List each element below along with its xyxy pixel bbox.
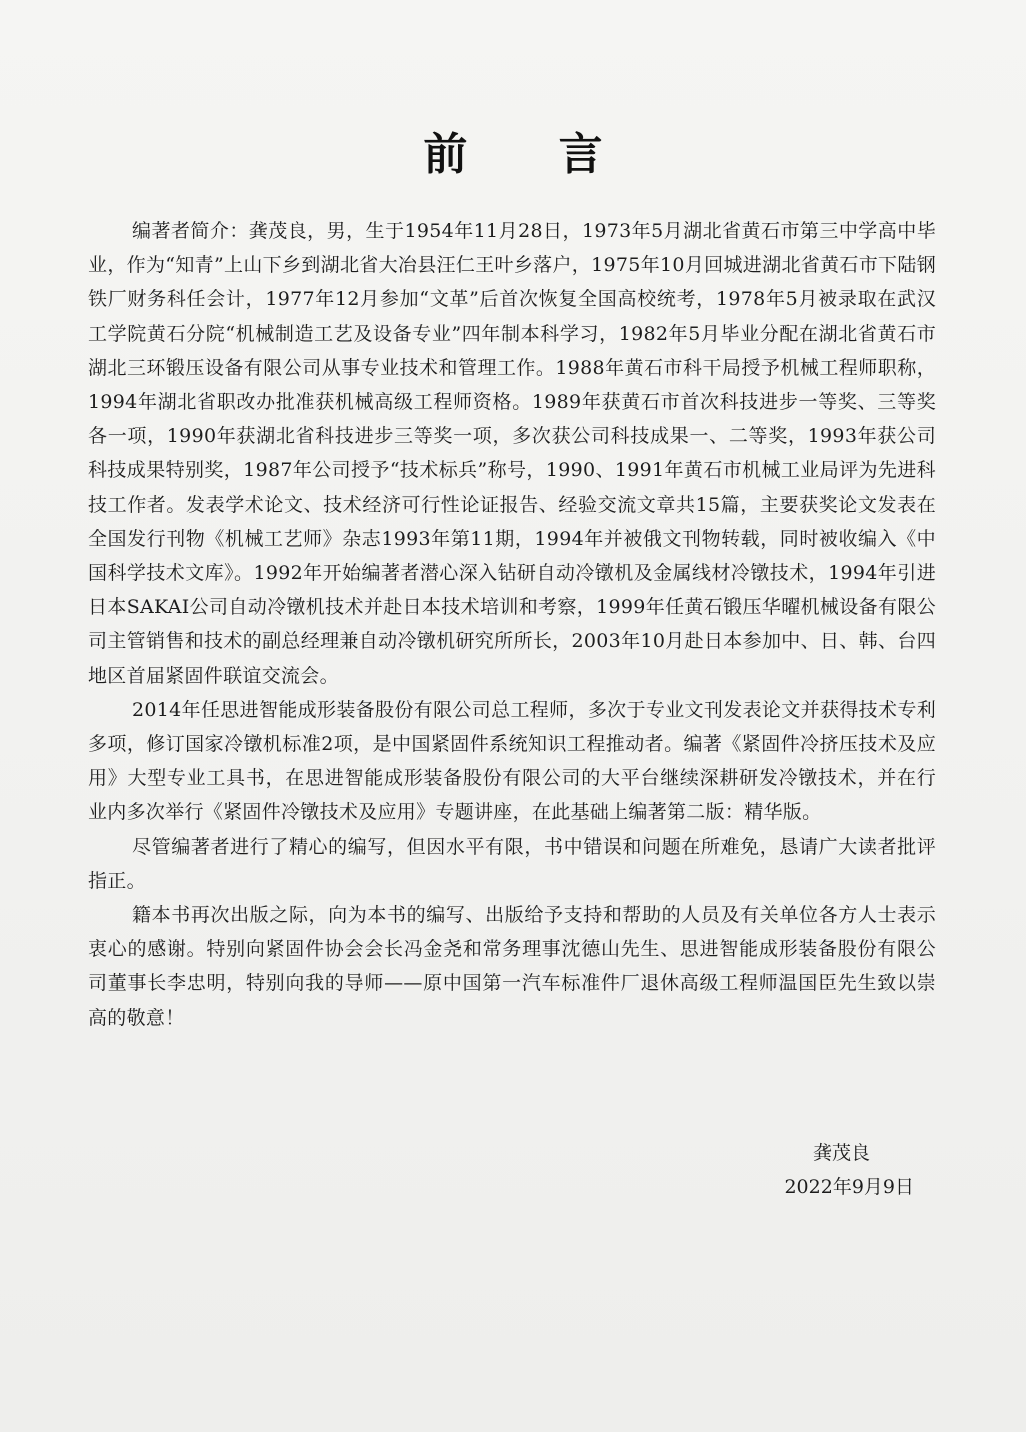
paragraph-acknowledgement: 籍本书再次出版之际，向为本书的编写、出版给予支持和帮助的人员及有关单位各方人士表示衷心的感谢。特别向紧固件协会会长冯金尧和常务理事沈德山先生、思进智能成形装备股份有限公司董事长李忠明，特别向我的导师——原中国第一汽车标准件厂退休高级工程师温国臣先生致以崇高的敬意！ [88,904,936,1029]
signature-date: 2022年9月9日 [784,1176,914,1198]
paragraph-disclaimer: 尽管编著者进行了精心的编写，但因水平有限，书中错误和问题在所难免，恳请广大读者批评指正。 [88,835,936,892]
paragraph-career: 2014年任思进智能成形装备股份有限公司总工程师，多次于专业文刊发表论文并获得技术专利多项，修订国家冷镦机标准2项，是中国紧固件系统知识工程推动者。编著《紧固件冷挤压技术及应用》大型专业工具书，在思进智能成形装备股份有限公司的大平台继续深耕研发冷镦技术，并在行业内多次举行《紧固件冷镦技术及应用》专题讲座，在此基础上编著第二版：精华版。 [88,698,936,824]
signature-block [784,1136,914,1204]
preface-body [88,214,936,1035]
page-title: 前 言 [423,129,641,180]
author-name: 龚茂良 [812,1142,870,1164]
paragraph-author-bio: 编著者简介：龚茂良，男，生于1954年11月28日，1973年5月湖北省黄石市第三中学高中毕业，作为“知青”上山下乡到湖北省大冶县汪仁王叶乡落户，1975年10月回城进湖北省黄石市下陆钢铁厂财务科任会计，1977年12月参加“文革”后首次恢复全国高校统考，1978年5月被录取在武汉工学院黄石分院“机械制造工艺及设备专业”四年制本科学习，1982年5月毕业分配在湖北省黄石市湖北三环锻压设备有限公司从事专业技术和管理工作。1988年黄石市科干局授予机械工程师职称，1994年湖北省职改办批准获机械高级工程师资格。1989年获黄石市首次科技进步一等奖、三等奖各一项，1990年获湖北省科技进步三等奖一项，多次获公司科技成果一、二等奖，1993年获公司科技成果特别奖，1987年公司授予“技术标兵”称号，1990、1991年黄石市机械工业局评为先进科技工作者。发表学术论文、技术经济可行性论证报告、经验交流文章共15篇，主要获奖论文发表在全国发行刊物《机械工艺师》杂志1993年第11期，1994年并被俄文刊物转载，同时被收编入《中国科学技术文库》。1992年开始编著者潜心深入钻研自动冷镦机及金属线材冷镦技术，1994年引进日本SAKAI公司自动冷镦机技术并赴日本技术培训和考察，1999年任黄石锻压华曜机械设备有限公司主管销售和技术的副总经理兼自动冷镦机研究所所长，2003年10月赴日本参加中、日、韩、台四地区首届紧固件联谊交流会。 [88,220,936,687]
